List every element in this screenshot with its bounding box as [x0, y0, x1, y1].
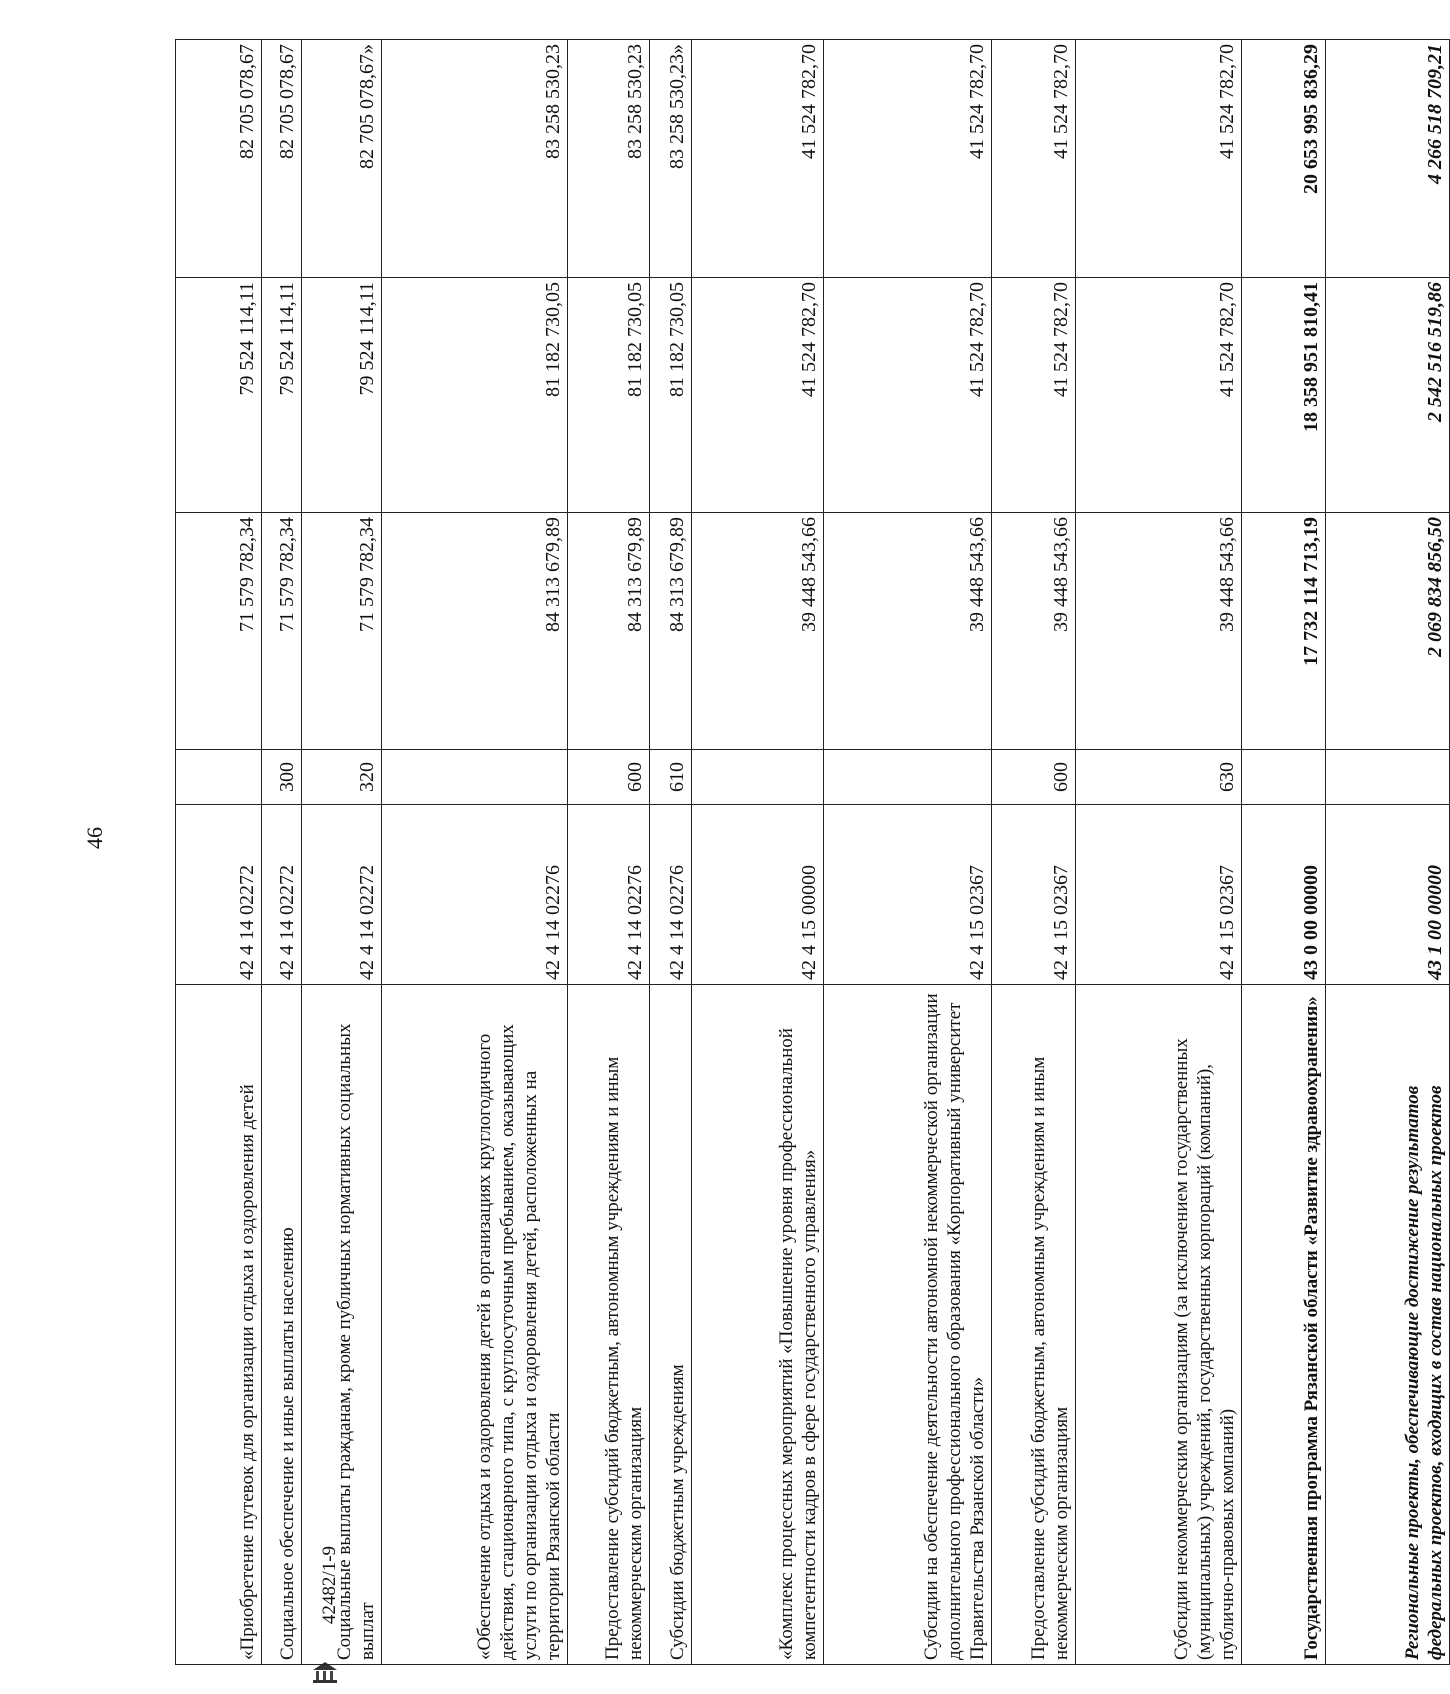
table-row: [992, 40, 1076, 1665]
row-amount-year1: 39 448 543,66: [992, 513, 1076, 750]
row-expense-type: 320: [302, 750, 382, 805]
row-name: Субсидии некоммерческим организациям (за исключением государственных (муниципальных) учреждений, государственных корпораций (компаний), публично-правовых компаний): [1076, 985, 1242, 1665]
row-amount-year3: 41 524 782,70: [992, 40, 1076, 278]
row-amount-year1: 39 448 543,66: [824, 513, 992, 750]
row-name: Предоставление субсидий бюджетным, автономным учреждениям и иным некоммерческим организациям: [992, 985, 1076, 1665]
row-amount-year3: 41 524 782,70: [692, 40, 824, 278]
row-target-code: 42 4 14 02276: [382, 805, 568, 985]
row-name: «Обеспечение отдыха и оздоровления детей в организациях круглогодичного действия, стационарного типа, с круглосуточным пребыванием, оказывающих услуги по организации отдыха и оздоровления детей, расположенных на территории Рязанской области: [382, 985, 568, 1665]
row-name: Субсидии на обеспечение деятельности автономной некоммерческой организации дополнительного профессионального образования «Корпоративный университет Правительства Рязанской области»: [824, 985, 992, 1665]
table-row: [824, 40, 992, 1665]
row-target-code: 42 4 14 02276: [568, 805, 650, 985]
row-target-code: 42 4 14 02272: [302, 805, 382, 985]
row-expense-type: 630: [1076, 750, 1242, 805]
row-amount-year1: 84 313 679,89: [382, 513, 568, 750]
row-expense-type: [824, 750, 992, 805]
row-target-code: 42 4 15 02367: [992, 805, 1076, 985]
table-row: [650, 40, 692, 1665]
row-amount-year1: 17 732 114 713,19: [1242, 513, 1326, 750]
row-amount-year2: 79 524 114,11: [302, 278, 382, 513]
row-target-code: 43 0 00 00000: [1242, 805, 1326, 985]
table-row: [1326, 40, 1450, 1665]
row-expense-type: [692, 750, 824, 805]
table-row: [262, 40, 302, 1665]
row-amount-year3: 4 266 518 709,21: [1326, 40, 1450, 278]
row-amount-year1: 39 448 543,66: [1076, 513, 1242, 750]
row-amount-year2: 2 542 516 519,86: [1326, 278, 1450, 513]
row-amount-year1: 2 069 834 856,50: [1326, 513, 1450, 750]
row-amount-year1: 71 579 782,34: [262, 513, 302, 750]
row-name: «Приобретение путевок для организации отдыха и оздоровления детей: [176, 985, 262, 1665]
row-amount-year1: 84 313 679,89: [650, 513, 692, 750]
row-target-code: 43 1 00 00000: [1326, 805, 1450, 985]
table-row: [1076, 40, 1242, 1665]
row-name: «Комплекс процессных мероприятий «Повышение уровня профессиональной компетентности кадров в сфере государственного управления»: [692, 985, 824, 1665]
row-name: Социальное обеспечение и иные выплаты населению: [262, 985, 302, 1665]
row-target-code: 42 4 15 02367: [824, 805, 992, 985]
row-target-code: 42 4 14 02272: [262, 805, 302, 985]
row-amount-year2: 81 182 730,05: [568, 278, 650, 513]
row-name: Социальные выплаты гражданам, кроме публичных нормативных социальных выплат: [302, 985, 382, 1665]
row-amount-year2: 41 524 782,70: [1076, 278, 1242, 513]
row-amount-year3: 83 258 530,23: [382, 40, 568, 278]
row-amount-year2: 41 524 782,70: [992, 278, 1076, 513]
row-name: Государственная программа Рязанской области «Развитие здравоохранения»: [1242, 985, 1326, 1665]
row-target-code: 42 4 15 00000: [692, 805, 824, 985]
row-target-code: 42 4 15 02367: [1076, 805, 1242, 985]
table-row: [568, 40, 650, 1665]
row-amount-year1: 39 448 543,66: [692, 513, 824, 750]
row-target-code: 42 4 14 02276: [650, 805, 692, 985]
row-amount-year2: 81 182 730,05: [650, 278, 692, 513]
table-row: [692, 40, 824, 1665]
row-expense-type: 610: [650, 750, 692, 805]
row-expense-type: 600: [992, 750, 1076, 805]
row-name: Региональные проекты, обеспечивающие достижение результатов федеральных проектов, входящих в состав национальных проектов: [1326, 985, 1450, 1665]
row-amount-year3: 41 524 782,70: [1076, 40, 1242, 278]
row-amount-year1: 84 313 679,89: [568, 513, 650, 750]
row-amount-year2: 18 358 951 810,41: [1242, 278, 1326, 513]
row-amount-year3: 41 524 782,70: [824, 40, 992, 278]
row-expense-type: [1242, 750, 1326, 805]
row-expense-type: 300: [262, 750, 302, 805]
budget-table: [175, 39, 1450, 1665]
row-expense-type: [176, 750, 262, 805]
page-number: 46: [82, 827, 107, 849]
row-amount-year3: 20 653 995 836,29: [1242, 40, 1326, 278]
document-code: 42482/1-9: [319, 1545, 340, 1625]
row-amount-year1: 71 579 782,34: [176, 513, 262, 750]
row-amount-year2: 81 182 730,05: [382, 278, 568, 513]
row-amount-year2: 41 524 782,70: [692, 278, 824, 513]
row-amount-year2: 79 524 114,11: [176, 278, 262, 513]
table-row: [382, 40, 568, 1665]
row-amount-year2: 41 524 782,70: [824, 278, 992, 513]
row-amount-year2: 79 524 114,11: [262, 278, 302, 513]
row-amount-year3: 82 705 078,67: [262, 40, 302, 278]
row-name: Предоставление субсидий бюджетным, автономным учреждениям и иным некоммерческим организациям: [568, 985, 650, 1665]
row-expense-type: [1326, 750, 1450, 805]
table-row: [1242, 40, 1326, 1665]
row-amount-year3: 82 705 078,67»: [302, 40, 382, 278]
row-amount-year3: 83 258 530,23»: [650, 40, 692, 278]
row-target-code: 42 4 14 02272: [176, 805, 262, 985]
row-expense-type: 600: [568, 750, 650, 805]
table-row: [176, 40, 262, 1665]
row-amount-year3: 82 705 078,67: [176, 40, 262, 278]
table-row: [302, 40, 382, 1665]
row-amount-year1: 71 579 782,34: [302, 513, 382, 750]
row-amount-year3: 83 258 530,23: [568, 40, 650, 278]
row-expense-type: [382, 750, 568, 805]
row-name: Субсидии бюджетным учреждениям: [650, 985, 692, 1665]
